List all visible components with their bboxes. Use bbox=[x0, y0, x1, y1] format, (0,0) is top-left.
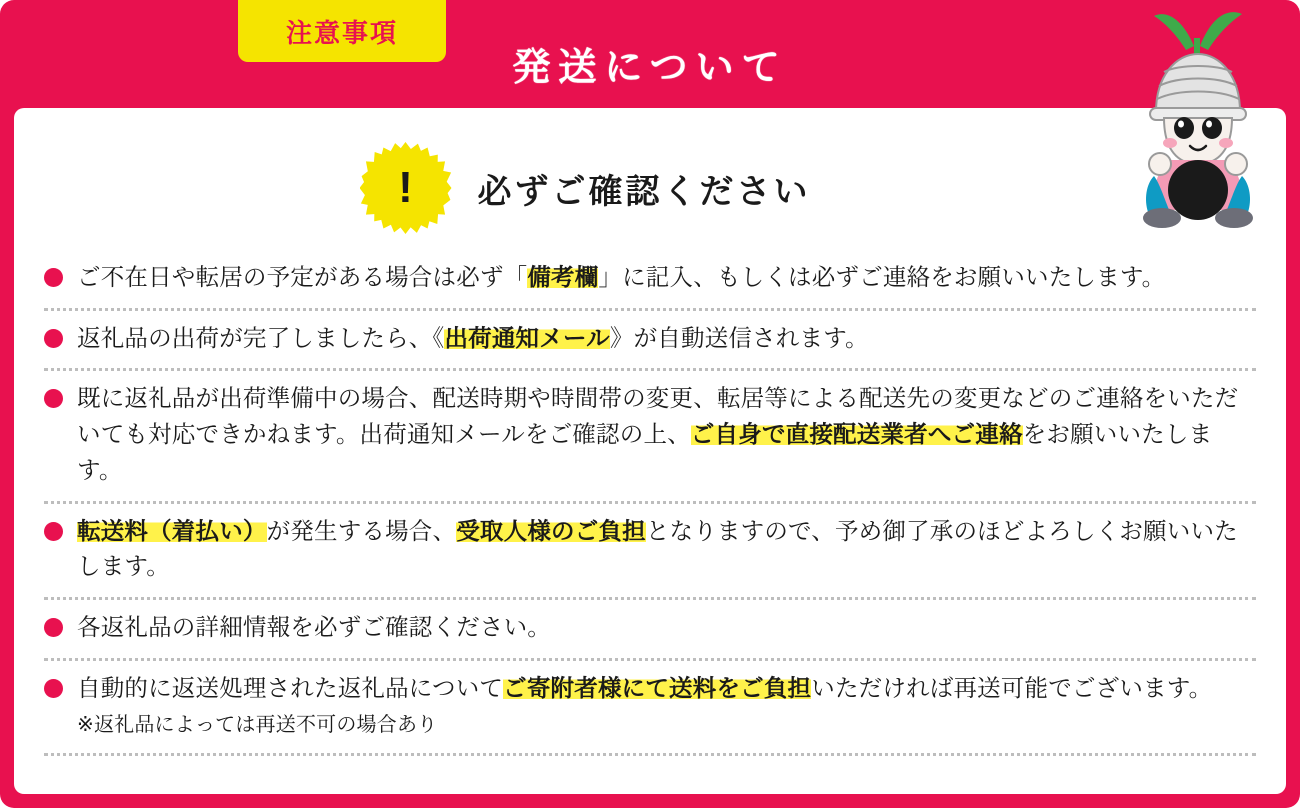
page-title: 発送について bbox=[512, 47, 788, 89]
list-item bbox=[44, 371, 1256, 503]
bullet-icon bbox=[44, 329, 63, 348]
notes-list bbox=[44, 256, 1256, 756]
note-forwarding-fee: 転送料（着払い）が発生する場合、受取人様のご負担となりますので、予め御了承のほどよろしくお願いいたします。 bbox=[77, 517, 1238, 580]
confirm-heading-row bbox=[44, 142, 1256, 234]
note-auto-return: 自動的に返送処理された返礼品についてご寄附者様にて送料をご負担いただければ再送可能でございます。 ※返礼品によっては再送不可の場合あり bbox=[77, 671, 1212, 741]
list-item bbox=[44, 661, 1256, 756]
note-check-details: 各返礼品の詳細情報を必ずご確認ください。 bbox=[77, 614, 551, 641]
list-item bbox=[44, 311, 1256, 372]
radish-sprout-mascot bbox=[1124, 4, 1272, 236]
list-item bbox=[44, 504, 1256, 600]
note-absence: ご不在日や転居の予定がある場合は必ず「備考欄」に記入、もしくは必ずご連絡をお願いいたします。 bbox=[77, 264, 1166, 290]
notice-panel bbox=[14, 108, 1286, 794]
note-shipping-mail: 返礼品の出荷が完了しましたら、《出荷通知メール》が自動送信されます。 bbox=[77, 324, 869, 351]
list-item bbox=[44, 256, 1256, 311]
poster-header bbox=[0, 0, 1300, 108]
exclamation-mark: ! bbox=[398, 163, 413, 212]
list-item bbox=[44, 600, 1256, 661]
bullet-icon bbox=[44, 268, 63, 287]
bullet-icon bbox=[44, 389, 63, 408]
bullet-icon bbox=[44, 618, 63, 637]
exclamation-starburst-icon bbox=[360, 142, 452, 234]
bullet-icon bbox=[44, 679, 63, 698]
bullet-icon bbox=[44, 522, 63, 541]
confirm-heading: 必ずご確認ください bbox=[477, 172, 811, 211]
notice-badge-label: 注意事項 bbox=[285, 17, 398, 48]
note-already-preparing: 既に返礼品が出荷準備中の場合、配送時期や時間帯の変更、転居等による配送先の変更などのご連絡をいただいても対応できかねます。出荷通知メールをご確認の上、ご自身で直接配送業者へご連絡をお願いいたします。 bbox=[77, 385, 1239, 483]
note-auto-return-sub: ※返礼品によっては再送不可の場合あり bbox=[77, 714, 438, 737]
